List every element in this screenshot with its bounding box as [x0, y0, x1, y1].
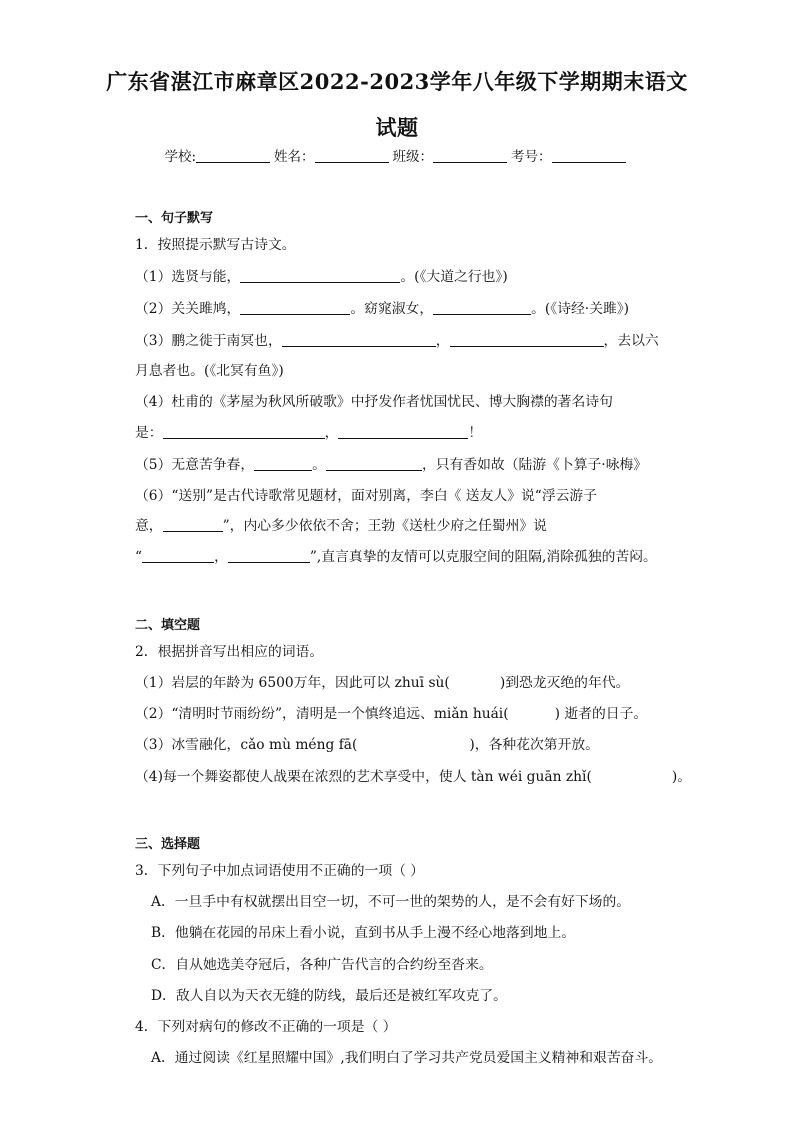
item-text: 。窈窕淑女， [350, 301, 434, 317]
class-label: 班级： [392, 149, 434, 165]
q1-item-3-cont: 月息者也。(《北冥有鱼》) [135, 363, 284, 379]
q3-option-d: D．敌人自以为天衣无缝的防线，最后还是被红军攻克了。 [151, 988, 507, 1004]
item-text: （3）冰雪融化，cǎo mù méng fā( [135, 737, 358, 753]
q3-option-a: A．一旦手中有权就摆出目空一切，不可一世的架势的人，是不会有好下场的。 [151, 894, 631, 910]
item-text: ， [214, 549, 228, 565]
section-heading-3: 三、选择题 [135, 837, 201, 852]
item-text: )到恐龙灭绝的年代。 [499, 675, 630, 691]
exam-number-blank [552, 148, 626, 163]
item-text: )。 [671, 769, 692, 785]
student-info-row [0, 145, 794, 165]
answer-blank [450, 332, 604, 347]
q1-item-6-cont2 [135, 545, 657, 565]
name-blank [315, 148, 389, 163]
item-text: 。(《大道之行也》) [400, 269, 508, 285]
question-3-stem: 3．下列句子中加点词语使用不正确的一项（ ） [135, 863, 425, 879]
item-text: ”，内心多少依依不舍；王勃《送杜少府之任蜀州》说 [222, 518, 547, 534]
item-text: （4)每一个舞姿都使人战栗在浓烈的艺术享受中，使人 tàn wéi guān zhǐ( [135, 769, 592, 785]
item-text: （5）无意苦争春， [135, 457, 255, 473]
section-heading-1: 一、句子默写 [135, 211, 214, 226]
item-text: 。(《诗经·关雎》) [531, 301, 630, 317]
answer-blank [433, 300, 531, 315]
item-text: )，各种花次第开放。 [469, 737, 599, 753]
answer-blank [240, 268, 400, 283]
document-title-line2: 试题 [375, 115, 419, 140]
exam-number-label: 考号： [511, 149, 552, 165]
document-title-line1: 广东省湛江市麻章区2022-2023学年八年级下学期期末语文 [106, 69, 688, 94]
q1-item-5 [135, 453, 647, 473]
item-text: ， [324, 425, 339, 441]
q1-item-4: （4）杜甫的《茅屋为秋风所破歌》中抒发作者忧国忧民、博大胸襟的著名诗句 [135, 394, 613, 410]
item-text: （3）鹏之徙于南冥也， [135, 333, 282, 349]
q1-item-1 [135, 265, 508, 285]
q3-option-b: B．他躺在花园的吊床上看小说，直到书从手上漫不经心地落到地上。 [151, 925, 576, 941]
answer-blank [282, 332, 436, 347]
q2-item-1 [135, 671, 629, 691]
item-text: ，只有香如故（陆游《卜算子·咏梅》 [421, 457, 648, 473]
school-label: 学校: [164, 149, 197, 165]
question-2-stem: 2．根据拼音写出相应的词语。 [135, 644, 324, 660]
item-text: （1）岩层的年龄为 6500万年，因此可以 zhuī sù( [135, 675, 450, 691]
q2-item-2 [135, 702, 647, 722]
q1-item-2 [135, 297, 629, 317]
q2-item-4 [135, 765, 691, 785]
q1-item-4-cont [135, 421, 482, 441]
answer-blank [142, 548, 214, 563]
item-text: “ [135, 549, 143, 565]
item-text: （1）选贤与能， [135, 269, 241, 285]
answer-blank [326, 456, 422, 471]
item-text: 是： [135, 425, 163, 441]
answer-blank [163, 517, 223, 532]
answer-blank [254, 456, 312, 471]
answer-blank [240, 300, 350, 315]
class-blank [433, 148, 507, 163]
name-label: 姓名： [274, 149, 315, 165]
item-text: （2）“清明时节雨纷纷”，清明是一个慎终追远、miǎn huái( [135, 706, 509, 722]
q1-item-3 [135, 329, 659, 349]
item-text: 。 [312, 457, 326, 473]
q2-item-3 [135, 733, 599, 753]
question-4-stem: 4．下列对病句的修改不正确的一项是（ ） [135, 1019, 397, 1035]
item-text: ，去以六 [603, 333, 659, 349]
question-1-stem: 1．按照提示默写古诗文。 [135, 237, 296, 253]
answer-blank [163, 424, 325, 439]
q3-option-c: C．自从她选美夺冠后，各种广告代言的合约纷至沓来。 [151, 957, 493, 973]
answer-blank [228, 548, 310, 563]
q4-option-a: A．通过阅读《红星照耀中国》,我们明白了学习共产党员爱国主义精神和艰苦奋斗。 [151, 1050, 663, 1066]
item-text: （2）关关雎鸠， [135, 301, 241, 317]
item-text: ， [435, 333, 450, 349]
section-heading-2: 二、填空题 [135, 618, 201, 633]
answer-blank [338, 424, 468, 439]
q1-item-6: （6）“送别”是古代诗歌常见题材，面对别离，李白《 送友人》说“浮云游子 [135, 488, 598, 504]
item-text: ！ [468, 425, 483, 441]
item-text: ) 逝者的日子。 [554, 706, 648, 722]
item-text: ”,直言真挚的友情可以克服空间的阻隔,消除孤独的苦闷。 [309, 549, 657, 565]
item-text: 意， [135, 518, 163, 534]
q1-item-6-cont [135, 514, 547, 534]
school-blank [196, 148, 270, 163]
